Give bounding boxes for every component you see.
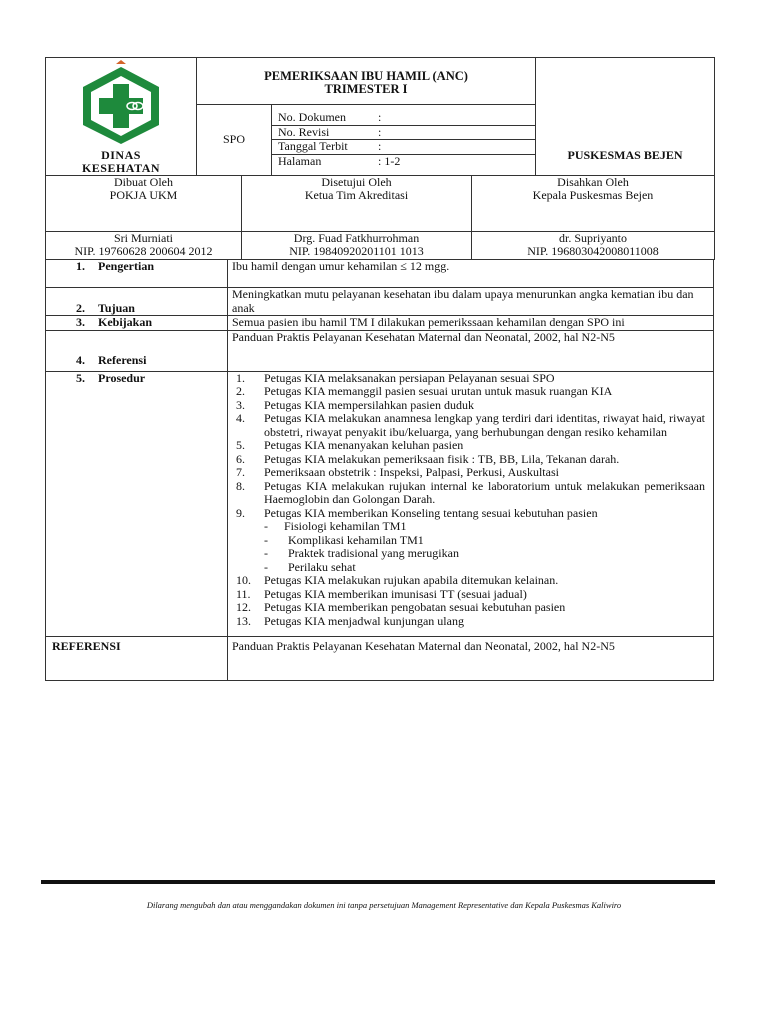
step-text: Petugas KIA memanggil pasien sesuai urutan untuk masuk ruangan KIA bbox=[264, 384, 613, 398]
signature-role: Dibuat Oleh bbox=[114, 174, 173, 189]
section-content-pengertian: Ibu hamil dengan umur kehamilan ≤ 12 mgg. bbox=[228, 260, 714, 288]
section-label-text: Pengertian bbox=[98, 258, 154, 273]
step-number: 7. bbox=[236, 465, 245, 479]
step-text: Petugas KIA menanyakan keluhan pasien bbox=[264, 438, 464, 452]
meta-value: : bbox=[372, 140, 535, 155]
topic-text: Perilaku sehat bbox=[288, 559, 356, 574]
step-text: Petugas KIA memberikan pengobatan sesuai kebutuhan pasien bbox=[264, 600, 566, 614]
title-line1: PEMERIKSAAN IBU HAMIL (ANC) bbox=[264, 69, 468, 83]
list-item: - Komplikasi kehamilan TM1 bbox=[264, 532, 424, 547]
list-item: - Perilaku sehat bbox=[264, 559, 356, 574]
meta-label: No. Dokumen bbox=[278, 110, 346, 125]
list-item bbox=[236, 615, 705, 629]
list-item bbox=[236, 588, 705, 602]
section-label-referensi bbox=[46, 330, 228, 371]
signer-nip: NIP. 196803042008011008 bbox=[527, 244, 659, 258]
step-text: Petugas KIA melaksanakan persiapan Pelayanan sesuai SPO bbox=[264, 370, 555, 385]
signer-name: dr. Supriyanto bbox=[559, 230, 627, 245]
spo-label: SPO bbox=[197, 104, 272, 175]
signature-role: Disetujui Oleh bbox=[321, 174, 392, 189]
step-number: 11. bbox=[236, 586, 251, 601]
counseling-topics bbox=[236, 520, 705, 574]
topic-text: Praktek tradisional yang merugikan bbox=[288, 546, 459, 560]
list-item bbox=[236, 466, 705, 480]
section-label-text: Prosedur bbox=[98, 370, 146, 385]
signature-table bbox=[45, 176, 715, 260]
signature-unit: POKJA UKM bbox=[109, 188, 178, 202]
signature-ratified-by bbox=[472, 176, 715, 232]
meta-value: : 1-2 bbox=[372, 154, 535, 168]
section-number: 3. bbox=[76, 315, 85, 329]
section-number: 2. bbox=[76, 300, 85, 315]
list-item bbox=[236, 480, 705, 507]
procedure-table bbox=[45, 260, 714, 682]
section-content-tujuan: Meningkatkan mutu pelayanan kesehatan ibu dalam upaya menurunkan angka kematian ibu dan anak bbox=[228, 288, 714, 316]
list-item bbox=[236, 574, 705, 588]
step-text: Pemeriksaan obstetrik : Inspeksi, Palpasi, Perkusi, Auskultasi bbox=[264, 465, 559, 479]
meta-label: No. Revisi bbox=[272, 125, 372, 140]
signer-3 bbox=[472, 231, 715, 259]
section-label-prosedur bbox=[46, 371, 228, 637]
section-content-prosedur bbox=[228, 371, 714, 637]
signer-name: Sri Murniati bbox=[114, 230, 173, 245]
logo-text-line2: KESEHATAN bbox=[81, 160, 161, 175]
step-number: 13. bbox=[236, 613, 251, 628]
list-item bbox=[236, 412, 705, 439]
logo-cell bbox=[46, 58, 197, 176]
meta-label: Tanggal Terbit bbox=[272, 140, 372, 155]
step-text: Petugas KIA melakukan rujukan internal ke laboratorium untuk melakukan pemeriksaan Haemoglobin dan Golongan Darah. bbox=[264, 478, 705, 506]
list-item: - Fisiologi kehamilan TM1 bbox=[264, 519, 407, 533]
step-text: Petugas KIA melakukan anamnesa lengkap yang terdiri dari identitas, riwayat haid, riwayat obstetri, riwayat penyakit ibu/keluarga, yang berhubungan dengan resiko kehamilan bbox=[264, 411, 705, 439]
footer-divider bbox=[41, 880, 715, 884]
meta-value: : bbox=[372, 125, 535, 140]
step-number: 8. bbox=[236, 478, 245, 493]
list-item bbox=[236, 453, 705, 467]
list-item: - Praktek tradisional yang merugikan bbox=[264, 546, 459, 560]
signer-1 bbox=[46, 231, 242, 259]
list-item bbox=[236, 507, 705, 521]
dinkes-logo-icon bbox=[75, 60, 167, 145]
step-number: 1. bbox=[236, 370, 245, 385]
section-number: 1. bbox=[76, 258, 85, 273]
logo-text bbox=[48, 149, 194, 175]
step-text: Petugas KIA menjadwal kunjungan ulang bbox=[264, 613, 464, 628]
document-title bbox=[197, 58, 536, 105]
step-number: 5. bbox=[236, 438, 245, 452]
list-item bbox=[236, 385, 705, 399]
signer-name: Drg. Fuad Fatkhurrohman bbox=[293, 230, 420, 245]
signer-2 bbox=[242, 231, 472, 259]
topic-text: Komplikasi kehamilan TM1 bbox=[288, 532, 424, 547]
step-number: 10. bbox=[236, 573, 251, 587]
step-number: 3. bbox=[236, 397, 245, 412]
signature-made-by bbox=[46, 176, 242, 232]
step-text: Petugas KIA mempersilahkan pasien duduk bbox=[264, 397, 474, 412]
step-number: 12. bbox=[236, 600, 251, 614]
list-item bbox=[236, 439, 705, 453]
section-label-tujuan bbox=[46, 288, 228, 316]
signer-nip: NIP. 19840920201101 1013 bbox=[289, 244, 424, 258]
footer-disclaimer: Dilarang mengubah dan atau menggandakan dokumen ini tanpa persetujuan Management Representative dan Kepala Puskesmas Kaliwiro bbox=[146, 900, 622, 910]
section-label-text: Kebijakan bbox=[98, 315, 153, 329]
meta-label: Halaman bbox=[272, 154, 372, 168]
step-text: Petugas KIA memberikan imunisasi TT (sesuai jadual) bbox=[264, 586, 527, 601]
signer-nip: NIP. 19760628 200604 2012 bbox=[74, 244, 213, 258]
step-number: 9. bbox=[236, 505, 245, 520]
step-text: Petugas KIA melakukan pemeriksaan fisik : TB, BB, Lila, Tekanan darah. bbox=[264, 451, 620, 466]
document-meta bbox=[272, 104, 536, 175]
section-content-kebijakan: Semua pasien ibu hamil TM I dilakukan pemerikssaan kehamilan dengan SPO ini bbox=[228, 316, 714, 331]
section-label-pengertian bbox=[46, 260, 228, 288]
logo-text-line1: DINAS bbox=[101, 147, 141, 162]
list-item bbox=[236, 372, 705, 386]
title-line2: TRIMESTER I bbox=[324, 82, 408, 96]
procedure-steps-continued bbox=[236, 574, 705, 628]
step-text: Petugas KIA memberikan Konseling tentang sesuai kebutuhan pasien bbox=[264, 505, 598, 520]
spo-document bbox=[45, 57, 714, 681]
step-number: 6. bbox=[236, 451, 245, 466]
section-number: 4. bbox=[76, 353, 85, 367]
step-text: Petugas KIA melakukan rujukan apabila ditemukan kelainan. bbox=[264, 573, 559, 587]
referensi-label: REFERENSI bbox=[46, 637, 228, 681]
step-number: 4. bbox=[236, 411, 245, 425]
section-label-kebijakan bbox=[46, 316, 228, 331]
signature-unit: Kepala Puskesmas Bejen bbox=[532, 188, 654, 202]
signature-approved-by bbox=[242, 176, 472, 232]
referensi-content: Panduan Praktis Pelayanan Kesehatan Maternal dan Neonatal, 2002, hal N2-N5 bbox=[228, 637, 714, 681]
signature-role: Disahkan Oleh bbox=[557, 174, 629, 189]
procedure-steps bbox=[236, 372, 705, 521]
meta-value: : bbox=[378, 110, 382, 125]
list-item bbox=[236, 399, 705, 413]
topic-text: Fisiologi kehamilan TM1 bbox=[284, 519, 407, 533]
section-content-referensi: Panduan Praktis Pelayanan Kesehatan Maternal dan Neonatal, 2002, hal N2-N5 bbox=[228, 330, 714, 371]
section-number: 5. bbox=[76, 370, 85, 385]
section-label-text: Referensi bbox=[98, 353, 147, 367]
section-label-text: Tujuan bbox=[98, 300, 135, 315]
signature-unit: Ketua Tim Akreditasi bbox=[304, 188, 409, 202]
step-number: 2. bbox=[236, 384, 245, 398]
organization-name: PUSKESMAS BEJEN bbox=[536, 58, 715, 176]
document-header bbox=[45, 57, 715, 176]
list-item bbox=[236, 601, 705, 615]
